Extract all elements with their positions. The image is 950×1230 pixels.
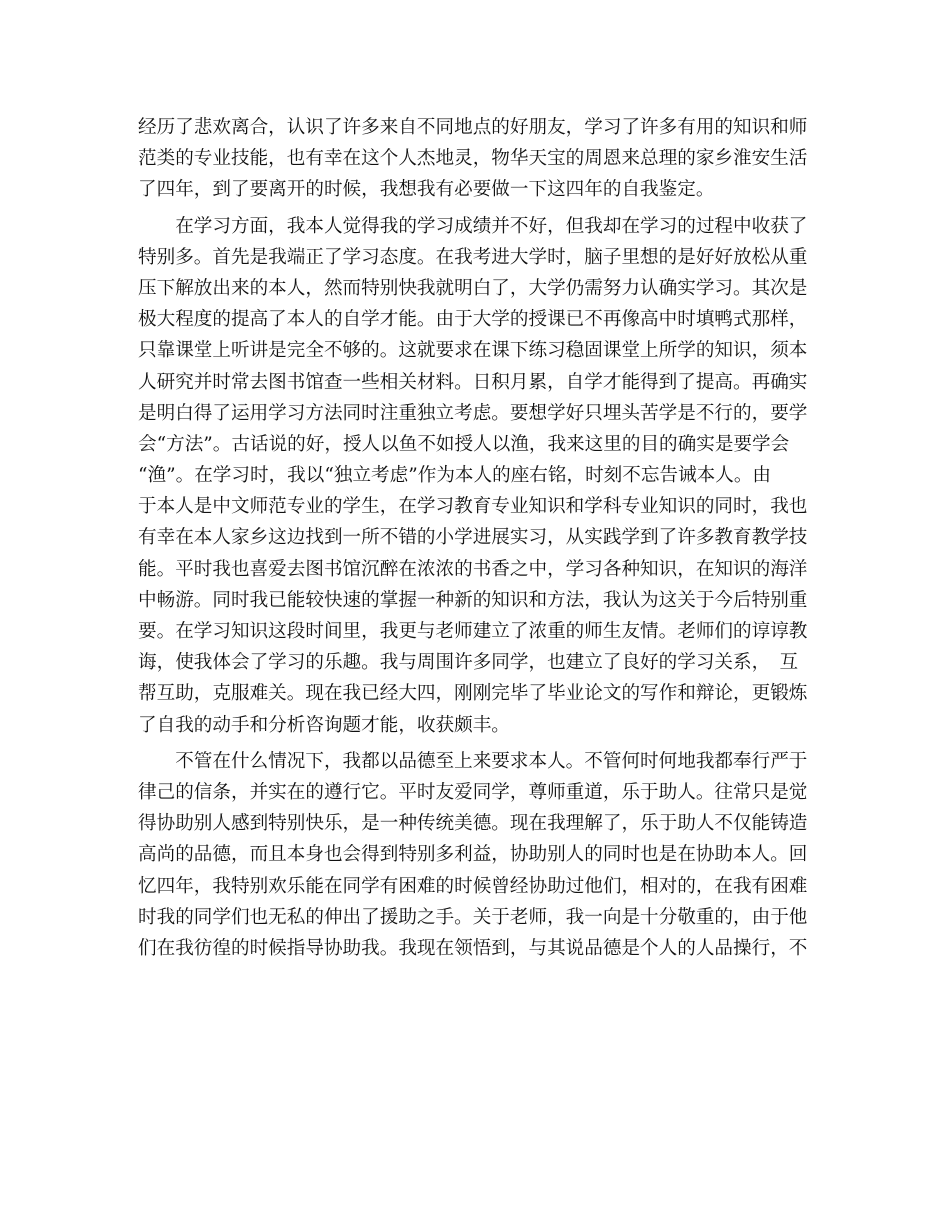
- text-line: 时我的同学们也无私的伸出了援助之手。关于老师，我一向是十分敬重的，由于他: [138, 906, 808, 928]
- text-line: 忆四年，我特别欢乐能在同学有困难的时候曾经协助过他们，相对的，在我有困难: [138, 875, 808, 897]
- text-line: 诲，使我体会了学习的乐趣。我与周围许多同学，也建立了良好的学习关系， 互: [138, 652, 799, 674]
- text-line: 了自我的动手和分析咨询题才能，收获颇丰。: [138, 714, 510, 736]
- text-line: 律己的信条，并实在的遵行它。平时友爱同学，尊师重道，乐于助人。往常只是觉: [138, 781, 808, 803]
- text-line: 高尚的品德，而且本身也会得到特别多利益，协助别人的同时也是在协助本人。回: [138, 844, 808, 866]
- text-line: 了四年，到了要离开的时候，我想我有必要做一下这四年的自我鉴定。: [138, 179, 715, 201]
- paragraph: [138, 112, 813, 206]
- text-line: 会“方法”。古话说的好，授人以鱼不如授人以渔，我来这里的目的确实是要学会: [138, 433, 790, 455]
- text-line: 帮互助，克服难关。现在我已经大四，刚刚完毕了毕业论文的写作和辩论，更锻炼: [138, 683, 808, 705]
- text-line: 能。平时我也喜爱去图书馆沉醉在浓浓的书香之中，学习各种知识，在知识的海洋: [138, 558, 808, 580]
- text-line: 得协助别人感到特别快乐，是一种传统美德。现在我理解了，乐于助人不仅能铸造: [138, 813, 808, 835]
- text-line: 要。在学习知识这段时间里，我更与老师建立了浓重的师生友情。老师们的谆谆教: [138, 621, 808, 642]
- text-line: 压下解放出来的本人，然而特别快我就明白了，大学仍需努力认确实学习。其次是: [138, 277, 808, 299]
- text-line: 特别多。首先是我端正了学习态度。在我考进大学时，脑子里想的是好好放松从重: [138, 246, 808, 268]
- paragraph: [138, 746, 813, 964]
- text-line: 极大程度的提高了本人的自学才能。由于大学的授课已不再像高中时填鸭式那样，: [138, 309, 808, 331]
- text-line: 只靠课堂上听讲是完全不够的。这就要求在课下练习稳固课堂上所学的知识，须本: [138, 340, 808, 362]
- text-line: 不管在什么情况下，我都以品德至上来要求本人。不管何时何地我都奉行严于: [138, 750, 808, 772]
- text-line: 于本人是中文师范专业的学生，在学习教育专业知识和学科专业知识的同时，我也: [138, 496, 808, 518]
- text-line: 范类的专业技能，也有幸在这个人杰地灵，物华天宝的周恩来总理的家乡淮安生活: [138, 148, 808, 170]
- text-line: “渔”。在学习时，我以“独立考虑”作为本人的座右铭，时刻不忘告诫本人。由: [138, 465, 772, 487]
- text-line: 有幸在本人家乡这边找到一所不错的小学进展实习，从实践学到了许多教育教学技: [138, 527, 808, 549]
- text-line: 人研究并时常去图书馆查一些相关材料。日积月累，自学才能得到了提高。再确实: [138, 371, 808, 393]
- text-line: 经历了悲欢离合，认识了许多来自不同地点的好朋友，学习了许多有用的知识和师: [138, 117, 808, 138]
- text-line: 在学习方面，我本人觉得我的学习成绩并不好，但我却在学习的过程中收获了: [138, 215, 808, 237]
- text-line: 是明白得了运用学习方法同时注重独立考虑。要想学好只埋头苦学是不行的，要学: [138, 402, 808, 424]
- text-line: 们在我彷徨的时候指导协助我。我现在领悟到，与其说品德是个人的人品操行，不: [138, 937, 808, 959]
- text-line: 中畅游。同时我已能较快速的掌握一种新的知识和方法，我认为这关于今后特别重: [138, 589, 808, 611]
- document-body: [138, 112, 813, 964]
- paragraph: [138, 211, 813, 741]
